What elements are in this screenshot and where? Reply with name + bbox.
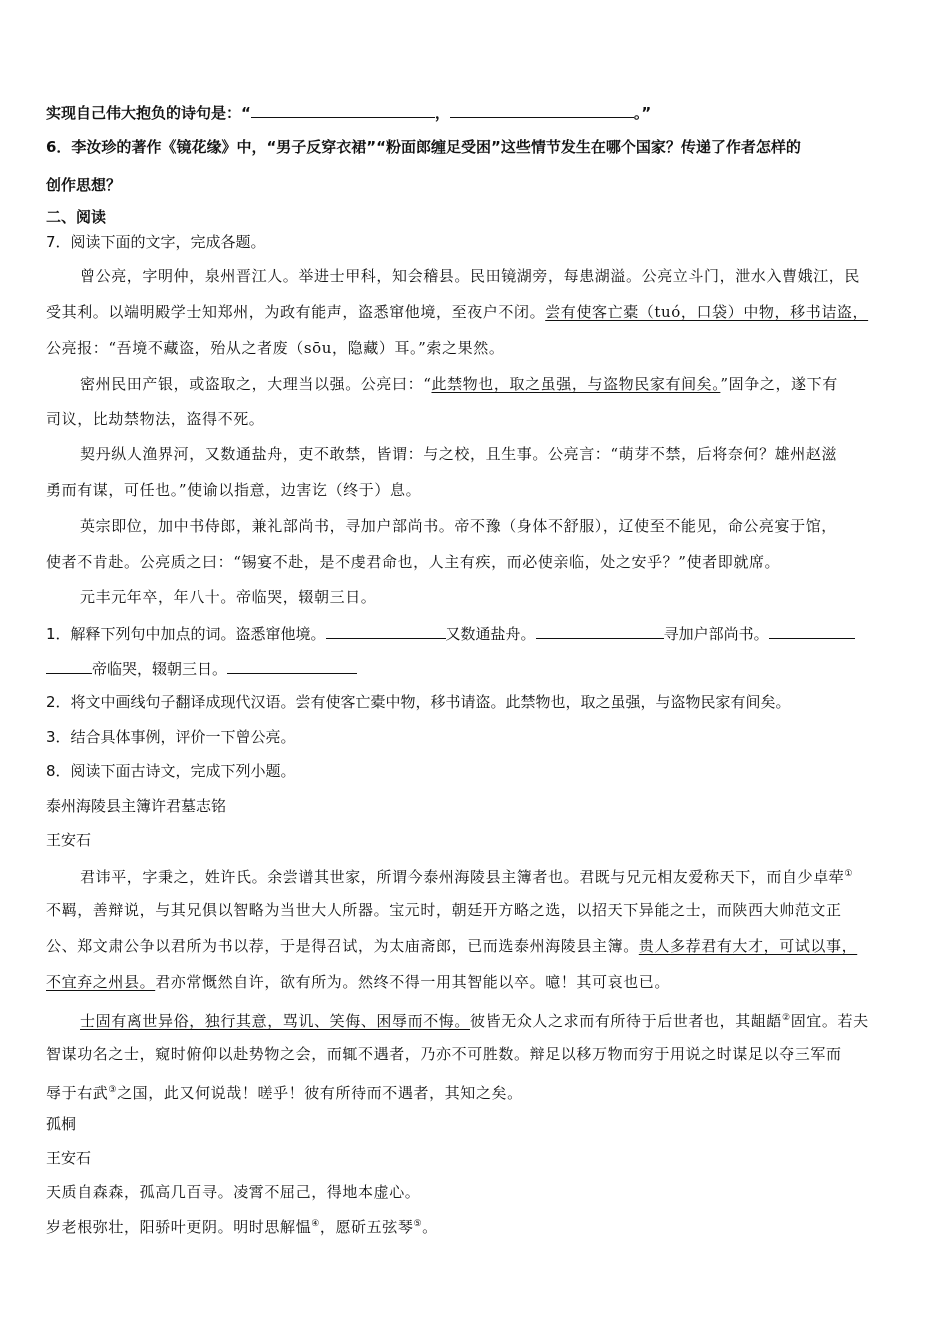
q8-p1-line: 公、郑文肃公争以君所为书以荐，于是得召试，为太庙斋郎，已而选泰州海陵县主簿。贵人多荐君有大才，可试以事， (46, 937, 858, 955)
q7-p3-line: 契丹纵人渔界河，又数通盐舟，吏不敢禁，皆谓：与之校，且生事。公亮言：“萌芽不禁，后将奈何？雄州赵滋 (80, 445, 838, 463)
underlined-sentence: 贵人多荐君有大才，可试以事， (638, 937, 858, 955)
poem-title: 孤桐 (46, 1115, 77, 1133)
q7-p5-line: 元丰元年卒，年八十。帝临哭，辍朝三日。 (80, 588, 377, 606)
answer-blank[interactable] (46, 657, 92, 674)
q7-sub1-cont: 帝临哭，辍朝三日。 (46, 657, 357, 679)
q5-tail-sep: ， (434, 104, 450, 122)
q8-p1-line: 君讳平，字秉之，姓许氏。余尝谱其世家，所谓今泰州海陵县主簿者也。君既与兄元相友爱称天下，而自少卓荦① (80, 868, 854, 886)
q6-line-2: 创作思想？ (46, 176, 122, 194)
q7-sub3: 3．结合具体事例，评价一下曾公亮。 (46, 728, 296, 746)
q8-p1-line: 不宜弃之州县。君亦常慨然自许，欲有所为。然终不得一用其智能以卒。噫！其可哀也已。 (46, 973, 671, 991)
q7-p3-line: 勇而有谋，可任也。”使谕以指意，边害讫（终于）息。 (46, 481, 422, 499)
answer-blank[interactable] (536, 622, 664, 639)
answer-blank[interactable] (251, 101, 435, 118)
underlined-sentence: 尝有使客亡橐（tuó，口袋）中物，移书诘盗， (545, 303, 869, 321)
poem-author: 王安石 (46, 1149, 92, 1167)
poem-line: 岁老根弥壮，阳骄叶更阴。明时思解愠④，愿斫五弦琴⑤。 (46, 1218, 438, 1236)
underlined-sentence: 此禁物也，取之虽强，与盗物民家有间矣。 (431, 375, 721, 393)
q8-intro: 8．阅读下面古诗文，完成下列小题。 (46, 762, 296, 780)
q7-p1-line: 受其利。以端明殿学士知郑州，为政有能声，盗悉窜他境，至夜户不闭。尝有使客亡橐（tuó，口袋）中物，移书诘盗， (46, 303, 869, 321)
q6-line-1: 6．李汝珍的著作《镜花缘》中，“男子反穿衣裙”“粉面郎缠足受困”这些情节发生在哪个国家？传递了作者怎样的 (46, 138, 801, 156)
q7-p1-line: 曾公亮，字明仲，泉州晋江人。举进士甲科，知会稽县。民田镜湖旁，每患湖溢。公亮立斗门，泄水入曹娥江，民 (80, 267, 861, 285)
footnote-marker: ① (844, 869, 854, 879)
q8-p2-line: 辱于右武③之国，此又何说哉！嗟乎！彼有所待而不遇者，其知之矣。 (46, 1084, 523, 1102)
answer-blank[interactable] (227, 657, 357, 674)
q7-p1-line: 公亮报：“吾境不藏盗，殆从之者废（sōu，隐藏）耳。”索之果然。 (46, 339, 505, 357)
q8-p2-line: 智谋功名之士，窥时俯仰以赴势物之会，而辄不遇者，乃亦不可胜数。辩足以移万物而穷于用说之时谋足以夺三军而 (46, 1045, 842, 1063)
q7-p4-line: 英宗即位，加中书侍郎，兼礼部尚书，寻加户部尚书。帝不豫（身体不舒服），辽使至不能见，命公亮宴于馆， (80, 517, 837, 535)
q8-p1-line: 不羁，善辩说，与其兄俱以智略为当世大人所器。宝元时，朝廷开方略之选，以招天下异能之士，而陕西大帅范文正 (46, 901, 842, 919)
q7-p2-line: 司议，比劫禁物法，盗得不死。 (46, 410, 265, 428)
footnote-marker: ③ (108, 1085, 118, 1095)
q7-sub2: 2．将文中画线句子翻译成现代汉语。尝有使客亡橐中物，移书请盗。此禁物也，取之虽强，与盗物民家有间矣。 (46, 693, 791, 711)
answer-blank[interactable] (769, 622, 855, 639)
q5-tail-line (46, 101, 651, 123)
footnote-marker: ⑤ (413, 1219, 423, 1229)
footnote-marker: ④ (311, 1219, 320, 1229)
q7-sub1: 1．解释下列句中加点的词。盗悉窜他境。 又数通盐舟。 寻加户部尚书。 (46, 622, 855, 644)
q5-tail-suffix: 。” (633, 104, 652, 122)
essay-author: 王安石 (46, 831, 92, 849)
answer-blank[interactable] (450, 101, 634, 118)
poem-line: 天质自森森，孤高几百寻。凌霄不屈己，得地本虚心。 (46, 1183, 421, 1201)
q7-p2-line: 密州民田产银，或盗取之，大理当以强。公亮曰：“此禁物也，取之虽强，与盗物民家有间矣。”固争之，遂下有 (80, 375, 838, 393)
q7-intro: 7．阅读下面的文字，完成各题。 (46, 233, 266, 251)
q8-p2-line: 士固有离世异俗，独行其意，骂讥、笑侮、困辱而不悔。彼皆无众人之求而有所待于后世者也，其龃龉②固宜。若夫 (80, 1012, 869, 1030)
q7-p4-line: 使者不肯赴。公亮质之曰：“锡宴不赴，是不虔君命也，人主有疾，而必使亲临，处之安乎？”使者即就席。 (46, 553, 781, 571)
footnote-marker: ② (782, 1013, 791, 1023)
essay-title: 泰州海陵县主簿许君墓志铭 (46, 797, 227, 815)
answer-blank[interactable] (326, 622, 446, 639)
underlined-sentence: 不宜弃之州县。 (46, 973, 156, 991)
section-title: 二、阅读 (46, 208, 107, 226)
q5-tail-prefix: 实现自己伟大抱负的诗句是：“ (46, 104, 251, 122)
underlined-sentence: 士固有离世异俗，独行其意，骂讥、笑侮、困辱而不悔。 (80, 1012, 471, 1030)
